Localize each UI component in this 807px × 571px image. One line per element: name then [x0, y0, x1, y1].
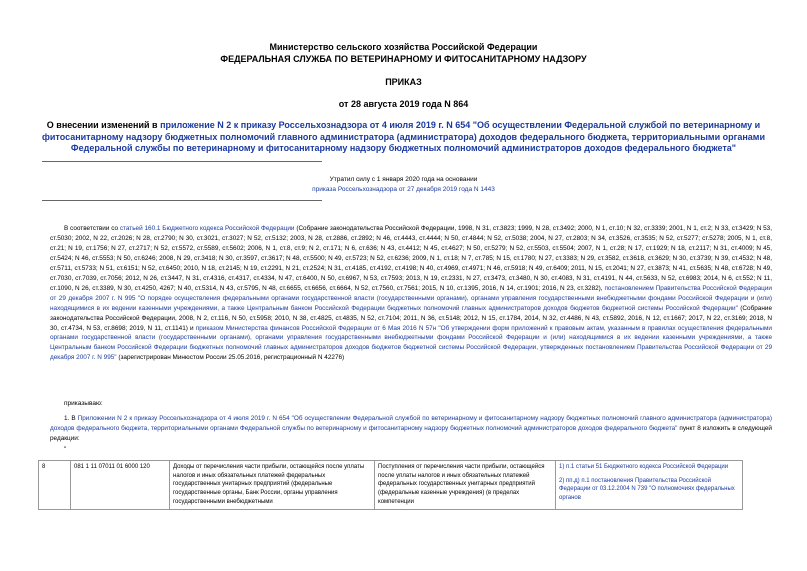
legal-basis — [556, 461, 743, 510]
kbk-code: 081 1 11 07011 01 6000 120 — [71, 461, 170, 510]
revenue-table — [38, 460, 743, 510]
item-1: 1. В Приложении N 2 к приказу Россельхознадзора от 4 июля 2019 г. N 654 "Об осуществлении Федеральной службой по ветеринарному и фитосанитарному надзору бюджетных полномочий главного администратора (администратора) доходов федерального бюджета, территориальными органами Федеральной службы по ветеринарному и фитосанитарному надзору бюджетных полномочий администраторов доходов федерального бюджета" пункт 8 изложить в следующей редакции: — [50, 415, 773, 442]
resolution-995-link[interactable]: постановлением Правительства Российской Федерации от 29 декабря 2007 г. N 995 "О порядке осуществления федеральными органами государственной власти (государственными органами), органами управления государственными внебюджетными фондами Российской Федерации и (или) находящимися в их ведении казенными учреждениями, а также Центральным банком Российской Федерации бюджетных полномочий главных администраторов доходов бюджетов бюджетной системы Российской Федерации" — [50, 284, 772, 312]
divider-line — [42, 200, 322, 201]
ministry-name: Министерство сельского хозяйства Российской Федерации — [269, 42, 538, 52]
appendix-2-link[interactable]: Приложении N 2 к приказу Россельхознадзора от 4 июля 2019 г. N 654 "Об осуществлении Федеральной службой по ветеринарному и фитосанитарному надзору бюджетных полномочий главного администратора (администратора) доходов федерального бюджета, территориальными органами Федеральной службы по ветеринарному и фитосанитарному надзору бюджетных полномочий администраторов доходов федерального бюджета" — [50, 415, 772, 432]
title-link[interactable]: приложение N 2 к приказу Россельхознадзора от 4 июля 2019 г. N 654 "Об осуществлении Федеральной службой по ветеринарному и фитосанитарному надзору бюджетных полномочий главного администратора (администратора) доходов федерального бюджета, территориальными органами Федеральной службы по ветеринарному и фитосанитарному надзору бюджетных полномочий администраторов доходов федерального бюджета" — [42, 120, 765, 153]
service-name: ФЕДЕРАЛЬНАЯ СЛУЖБА ПО ВЕТЕРИНАРНОМУ И ФИТОСАНИТАРНОМУ НАДЗОРУ — [220, 54, 587, 64]
row-number: 8 — [39, 461, 71, 510]
basis-link-1[interactable]: 1) п.1 статьи 51 Бюджетного кодекса Российской Федерации — [559, 464, 729, 470]
table-row — [39, 461, 743, 510]
preamble-paragraph: В соответствии со статьей 160.1 Бюджетного кодекса Российской Федерации (Собрание законодательства Российской Федерации, 1998, N 31, ст.3823; 1999, N 28, ст.3492; 2000, N 1, ст.10; N 32, ст.3339; 2001, N 1, ст.2; N 33, ст.3429; N 53, ст.5030; 2002, N 22, ст.2026; N 28, ст.2790; N 30, ст.3021, ст.3027; N 52, ст.5132; 2003, N 28, ст.2886, ст.2892; N 46, ст.4443, ст.4444; N 50, ст.4844; N 52, ст.5038; 2004, N 27, ст.2803; N 34, ст.3526, ст.3535; N 52, ст.5277; ст.5278; 2005, N 1, ст.8, ст.21; N 19, ст.1756; N 27, ст.2717; N 52, ст.5572, ст.5589, ст.5602; 2006, N 1, ст.8, ст.9; N 2, ст.171; N 6, ст.636; N 43, ст.4412; N 45, ст.4627; N 50, ст.5279; N 52, ст.5503, ст.5504; 2007, N 1, ст.28; N 17, ст.1929; N 18, ст.2117; N 31, ст.4009; N 45, ст.5424; N 46, ст.5553; N 50, ст.6246; 2008, N 29, ст.3418; N 30, ст.3597, ст.3617; N 48, ст.5500; N 49, ст.5723; N 52, ст.6236; 2009, N 1, ст.18; N 7, ст.785; N 15, ст.1780; N 27, ст.3383; N 29, ст.3582, ст.3618, ст.3629; N 30, ст.3739; N 39, ст.4532; N 48, ст.5711, ст.5733; N 51, ст.6151; N 52, ст.6450; 2010, N 18, ст.2145; N 19, ст.2291, N 21, ст.2524; N 31, ст.4185, ст.4192, ст.4198; N 40, ст.4969, ст.4971; N 46, ст.5918; N 49, ст.6409; 2011, N 15, ст.2041; N 27, ст.3873; N 41, ст.5635; N 48, ст.6728; N 49, ст.7030, ст.7039, ст.7056; 2012, N 26, ст.3447, N 31, ст.4316, ст.4317, ст.4334, N 47, ст.6400, N 50, ст.6967, N 53, ст.7593; 2013, N 19, ст.2331, N 27, ст.3473, ст.3480, N 30, ст.4083, N 31, ст.4191, N 44, ст.5633, N 52, ст.6983; 2014, N 6, ст.552; N 11, ст.1090, N 26, ст.3389, N 30, ст.4250, 4267; N 40, ст.5314, N 43, ст.5795, N 48, ст.6655, ст.6656, ст.6664, N 52, ст.7560, ст.7561; 2015, N 10, ст.1395, 2016, N 14, ст.1901; 2016, N 23, ст.3282), постановлением Правительства Российской Федерации от 29 декабря 2007 г. N 995 "О порядке осуществления федеральными органами государственной власти (государственными органами), органами управления государственными внебюджетными фондами Российской Федерации и (или) находящимися в их ведении казенными учреждениями, а также Центральным банком Российской Федерации бюджетных полномочий главных администраторов доходов бюджетов бюджетной системы Российской Федерации" (Собрание законодательства Российской Федерации, 2008, N 2, ст.116, N 50, ст.5958; 2010, N 38, ст.4825, ст.4835, N 52, ст.7104; 2011, N 36, ст.5148; 2012, N 15, ст.1784, 2014, N 32, ст.4486, N 43, ст.5892, 2016, N 12, ст.1667; 2017, N 22, ст.3169; 2018, N 30, ст.4734, N 53, ст.8698; 2019, N 11, ст.1141) и приказом Министерства финансов Российской Федерации от 6 Мая 2016 N 57н "Об утверждении форм приложений к правовым актам, указанным в правилах осуществления федеральными органами государственной власти (государственными органами), органами управления государственными внебюджетными фондами Российской Федерации и (или) находящимися в их ведении казенными учреждениями, а также Центральным банком Российской Федерации бюджетных полномочий главных администраторов доходов бюджетов бюджетной системы Российской Федерации, утвержденных постановлением Правительства Российской Федерации от 29 декабря 2007 г. N 995" (зарегистрирован Минюстом России 25.05.2016, регистрационный N 42276) — [50, 225, 773, 362]
revenue-name: Доходы от перечисления части прибыли, остающейся после уплаты налогов и иных обязательных платежей федеральных государственных унитарных предприятий (федеральные государственные органы, Банк России, органы управления государственными внебюджетными — [170, 461, 375, 510]
lost-force-link[interactable]: приказа Россельхознадзора от 27 декабря 2019 года N 1443 — [312, 186, 495, 193]
doc-type: ПРИКАЗ — [385, 77, 422, 87]
quote-mark: " — [64, 446, 67, 453]
order-word: приказываю: — [64, 400, 103, 407]
budget-code-link[interactable]: статьей 160.1 Бюджетного кодекса Российской Федерации — [119, 225, 295, 232]
divider-line — [42, 161, 322, 162]
minfin-order-link[interactable]: приказом Министерства финансов Российской Федерации от 6 Мая 2016 N 57н "Об утверждении форм приложений к правовым актам, указанным в правилах осуществления федеральными органами государственной власти (государственными органами), органами управления государственными внебюджетными фондами Российской Федерации и (или) находящимися в их ведении казенными учреждениями, а также Центральным банком Российской Федерации бюджетных полномочий главных администраторов доходов бюджетов бюджетной системы Российской Федерации, утвержденных постановлением Правительства Российской Федерации от 29 декабря 2007 г. N 995" — [50, 324, 772, 362]
basis-link-2[interactable]: 2) пп.д) п.1 постановления Правительства Российской Федерации от 03.12.2004 N 739 "О полномочиях федеральных органов — [559, 477, 735, 502]
order-title: О внесении изменений в приложение N 2 к приказу Россельхознадзора от 4 июля 2019 г. N 654 "Об осуществлении Федеральной службой по ветеринарному и фитосанитарному надзору бюджетных полномочий главного администратора (администратора) доходов федерального бюджета, территориальными органами Федеральной службы по ветеринарному и фитосанитарному надзору бюджетных полномочий администраторов доходов федерального бюджета" — [42, 120, 765, 153]
lost-force-note: Утратил силу с 1 января 2020 года на основании приказа Россельхознадзора от 27 декабря 2019 года N 1443 — [300, 175, 507, 195]
doc-date-number: от 28 августа 2019 года N 864 — [338, 99, 469, 109]
revenue-description: Поступления от перечисления части прибыли, остающейся после уплаты налогов и иных обязательных платежей федеральных государственных унитарных предприятий (федеральные казенные учреждения) (в пределах компетенции — [375, 461, 556, 510]
